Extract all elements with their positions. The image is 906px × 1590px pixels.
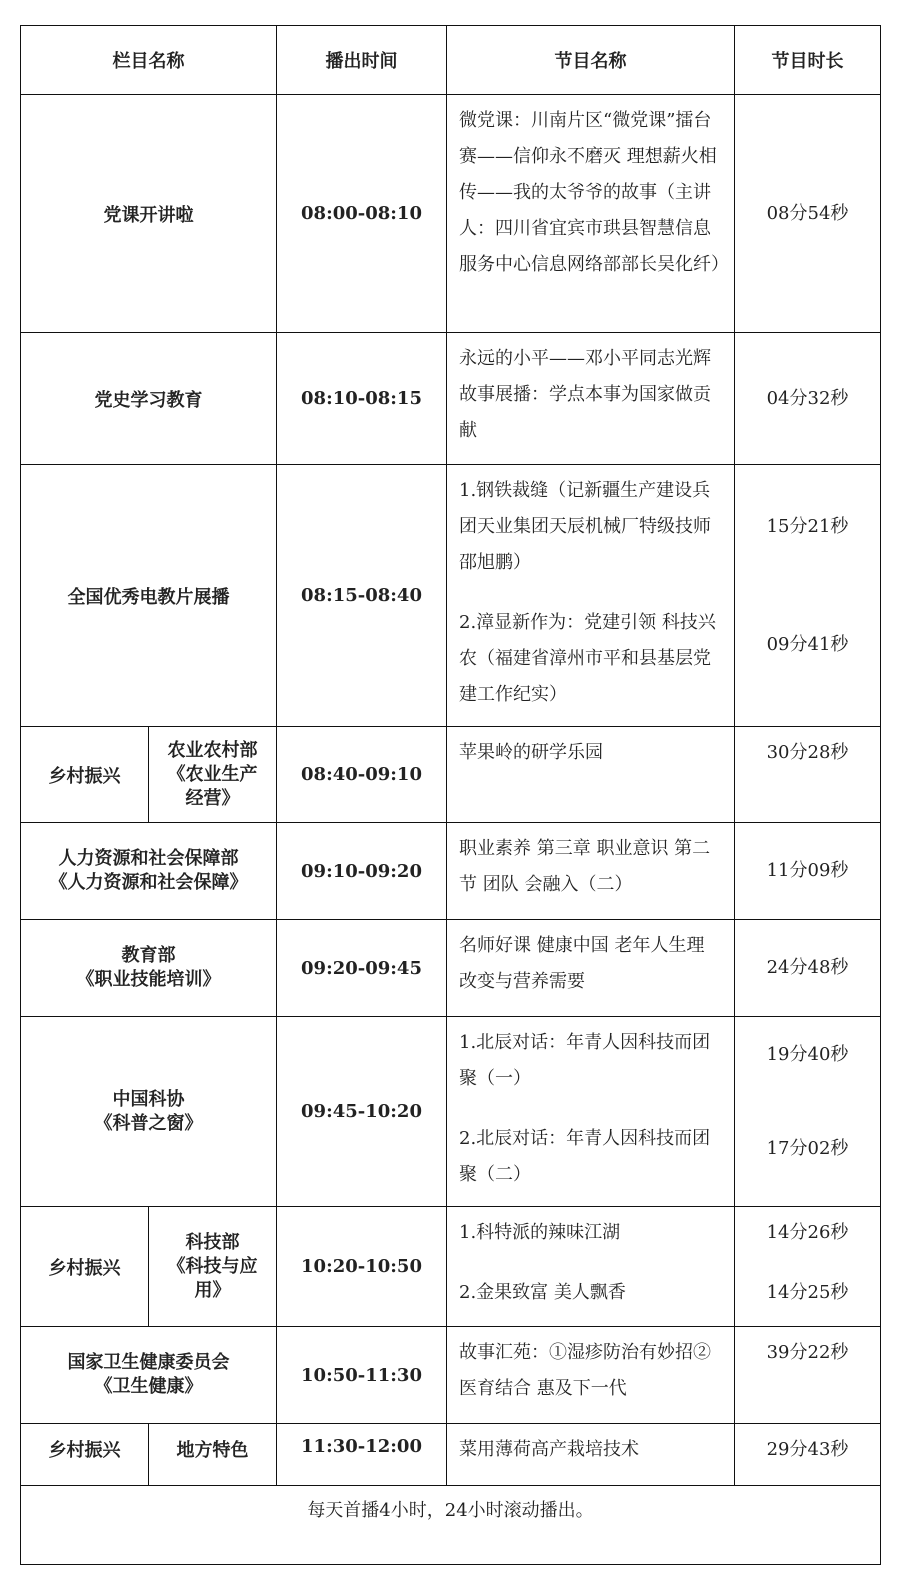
air-time: 09:45-10:20 <box>277 1017 447 1207</box>
sub-column-line: 《农业生产 <box>167 763 258 785</box>
column-name-line: 教育部 <box>121 945 176 966</box>
program-name: 永远的小平——邓小平同志光辉故事展播：学点本事为国家做贡献 <box>447 333 735 465</box>
duration: 39分22秒 <box>735 1327 881 1424</box>
duration-item: 15分21秒 <box>766 516 849 537</box>
sub-column-line: 科技部 <box>185 1231 240 1253</box>
table-row <box>21 95 881 333</box>
duration-item: 09分41秒 <box>766 634 849 655</box>
header-column-name: 栏目名称 <box>21 26 277 95</box>
sub-column-line: 用》 <box>194 1279 231 1301</box>
duration-cell <box>735 1207 881 1327</box>
air-time: 09:10-09:20 <box>277 823 447 920</box>
program-spacer <box>459 1251 722 1275</box>
table-row <box>21 465 881 727</box>
sub-column-line: 农业农村部 <box>167 739 258 761</box>
duration-item: 19分40秒 <box>766 1044 849 1065</box>
program-spacer <box>459 581 722 605</box>
table-row <box>21 1327 881 1424</box>
column-name <box>21 1327 277 1424</box>
table-row <box>21 333 881 465</box>
program-name: 菜用薄荷高产栽培技术 <box>447 1424 735 1486</box>
program-item: 1.科特派的辣味江湖 <box>459 1222 621 1243</box>
duration: 04分32秒 <box>735 333 881 465</box>
column-name-line: 中国科协 <box>112 1088 185 1110</box>
program-name-cell <box>447 1207 735 1327</box>
program-item: 1.北辰对话：年青人因科技而团聚（一） <box>459 1032 711 1089</box>
table-row <box>21 823 881 920</box>
program-spacer <box>459 1097 722 1121</box>
program-name-cell <box>447 465 735 727</box>
air-time: 08:10-08:15 <box>277 333 447 465</box>
header-program-name: 节目名称 <box>447 26 735 95</box>
sub-column-name <box>149 1207 277 1327</box>
column-name: 乡村振兴 <box>21 1207 149 1327</box>
duration-item: 17分02秒 <box>766 1138 849 1159</box>
program-name-cell <box>447 1017 735 1207</box>
sub-column-line: 经营》 <box>185 787 240 809</box>
column-name <box>21 1017 277 1207</box>
duration: 30分28秒 <box>735 727 881 823</box>
column-name: 党史学习教育 <box>21 333 277 465</box>
duration: 24分48秒 <box>735 920 881 1017</box>
schedule-table <box>20 25 881 1565</box>
duration-item: 14分26秒 <box>766 1222 849 1243</box>
program-item: 2.漳显新作为：党建引领 科技兴农（福建省漳州市平和县基层党建工作纪实） <box>459 612 716 705</box>
column-name-line: 《人力资源和社会保障》 <box>49 872 248 893</box>
table-row <box>21 1017 881 1207</box>
footer-row <box>21 1486 881 1565</box>
table-row <box>21 920 881 1017</box>
column-name-line: 《职业技能培训》 <box>76 969 221 990</box>
program-name: 苹果岭的研学乐园 <box>447 727 735 823</box>
air-time: 08:40-09:10 <box>277 727 447 823</box>
sub-column-name: 地方特色 <box>149 1424 277 1486</box>
program-name: 职业素养 第三章 职业意识 第二节 团队 会融入（二） <box>447 823 735 920</box>
column-name-line: 国家卫生健康委员会 <box>67 1352 230 1373</box>
program-name: 名师好课 健康中国 老年人生理改变与营养需要 <box>447 920 735 1017</box>
air-time: 10:50-11:30 <box>277 1327 447 1424</box>
duration-cell <box>735 1017 881 1207</box>
program-name: 故事汇苑：①湿疹防治有妙招②医育结合 惠及下一代 <box>447 1327 735 1424</box>
air-time: 08:00-08:10 <box>277 95 447 333</box>
column-name-line: 《科普之窗》 <box>94 1112 203 1134</box>
program-item: 2.北辰对话：年青人因科技而团聚（二） <box>459 1128 711 1185</box>
column-name <box>21 920 277 1017</box>
column-name: 乡村振兴 <box>21 1424 149 1486</box>
table-row <box>21 727 881 823</box>
air-time: 11:30-12:00 <box>277 1424 447 1486</box>
program-name: 微党课：川南片区“微党课”擂台赛——信仰永不磨灭 理想薪火相传——我的太爷爷的故事（主讲人：四川省宜宾市珙县智慧信息服务中心信息网络部部长吴化纤） <box>447 95 735 333</box>
column-name: 全国优秀电教片展播 <box>21 465 277 727</box>
duration-cell <box>735 465 881 727</box>
duration: 08分54秒 <box>735 95 881 333</box>
table-row <box>21 1207 881 1327</box>
air-time: 09:20-09:45 <box>277 920 447 1017</box>
program-item: 1.钢铁裁缝（记新疆生产建设兵团天业集团天辰机械厂特级技师邵旭鹏） <box>459 480 711 573</box>
air-time: 08:15-08:40 <box>277 465 447 727</box>
column-name <box>21 823 277 920</box>
sub-column-name <box>149 727 277 823</box>
program-item: 2.金果致富 美人飘香 <box>459 1282 626 1303</box>
column-name-line: 人力资源和社会保障部 <box>58 848 239 869</box>
column-name: 党课开讲啦 <box>21 95 277 333</box>
header-duration: 节目时长 <box>735 26 881 95</box>
duration: 11分09秒 <box>735 823 881 920</box>
header-row <box>21 26 881 95</box>
footer-note: 每天首播4小时，24小时滚动播出。 <box>21 1486 881 1565</box>
sub-column-line: 《科技与应 <box>167 1255 258 1277</box>
duration-item: 14分25秒 <box>766 1282 849 1303</box>
column-name: 乡村振兴 <box>21 727 149 823</box>
column-name-line: 《卫生健康》 <box>94 1376 203 1397</box>
header-air-time: 播出时间 <box>277 26 447 95</box>
air-time: 10:20-10:50 <box>277 1207 447 1327</box>
table-row <box>21 1424 881 1486</box>
duration: 29分43秒 <box>735 1424 881 1486</box>
